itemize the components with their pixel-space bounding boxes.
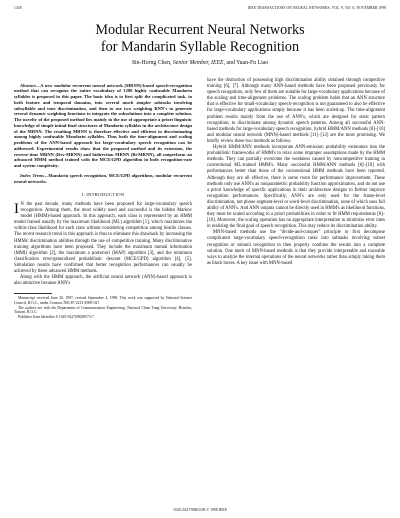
index-terms-text: Mandarin speech recognition, MCE/GPD algorithms, modular recurrent neural networks. bbox=[14, 173, 192, 185]
second-author: and Yuan-Fu Liao bbox=[226, 60, 269, 66]
footnote-affiliation: The authors are with the Department of Communication Engineering, National Chiao Tung University, Hsinchu, Taiwan, R.O.C. bbox=[14, 305, 192, 315]
index-terms bbox=[14, 173, 192, 185]
author-line bbox=[0, 60, 400, 66]
journal-name: IEEE TRANSACTIONS ON NEURAL NETWORKS, VOL. 9, NO. 6, NOVEMBER 1998 bbox=[247, 6, 386, 10]
abstract bbox=[14, 83, 192, 169]
footnote-received: Manuscript received June 20, 1997; revised September 4, 1998. This work was supported by National Science Council, R.O.C., under Contract NSC87-2213-E009-027. bbox=[14, 296, 192, 305]
author-role: Senior Member, IEEE, bbox=[172, 60, 226, 66]
section-heading-introduction: I. INTRODUCTION bbox=[81, 191, 125, 197]
footnote-publisher-id: Publisher Item Identifier S 1045-9227(98)08573-7. bbox=[18, 315, 95, 320]
page-number: 1438 bbox=[14, 6, 22, 10]
left-column bbox=[14, 78, 192, 320]
footnote-divider bbox=[14, 293, 52, 294]
author-name: Sin-Horng Chen, bbox=[131, 60, 172, 66]
copyright-footer: 1045–9227/98$10.00 © 1998 IEEE bbox=[173, 508, 227, 512]
paper-title bbox=[0, 22, 400, 55]
right-column bbox=[207, 78, 385, 267]
index-terms-label: Index Terms— bbox=[20, 173, 49, 179]
intro-paragraph-1 bbox=[14, 202, 192, 275]
abstract-label: Abstract— bbox=[20, 82, 41, 88]
intro-paragraph-2: Along with the HMM approach, the artificial neural network (ANN)-based approach is also attractive because ANN's bbox=[14, 275, 192, 287]
right-paragraph-1: have the distinction of possessing high discrimination ability obtained through competitive training [6], [7]. Although many ANN-based methods have been proposed previously for speech recognition, only few of them are suitable for large-vocabulary applications because of the scaling and time-alignment problems. The scaling problem holds that an ANN structure that is effective for small-vocabulary speech-recognition is not guaranteed to also be effective for large-vocabulary applications simply because it has been scaled-up. The time-alignment problem results mainly from the use of ANN's, which are designed for static pattern recognition, to discriminate among dynamic speech patterns. Among all successful ANN-based methods for large-vocabulary speech recognition, hybrid HMM/ANN methods [8]–[10] and modular neural network (MNN)-based methods [11]–[12] are the most promising. We briefly review these two methods as follows. bbox=[207, 78, 385, 144]
title-line-2: for Mandarin Syllable Recognition bbox=[100, 38, 300, 55]
right-paragraph-3: MNN-based methods use the "divide-and-conquer" principle to first decompose complicated large-vocabulary speech-recognition tasks into subtasks involving subset recognition or subunit recognition to then properly combine the results into a complete solution. One merit of MNN-based methods is that they provide interpretable and traceable ways to analyze the internal operations of the neural networks rather than simply taking them as black boxes. A key issue with MNN-based bbox=[207, 230, 385, 266]
right-paragraph-2: Hybrid HMM/ANN methods incorporate ANN-emission probability estimators into the probabilistic frameworks of HMM's to relax some improper assumptions made by the HMM methods. They can partially overcome the weakness caused by noncompetitive training in conventional ML-trained HMM's. Many successful HMM/ANN methods [8]–[10] with performances better than those of the conventional HMM methods have been reported. Although they are all effective, there is some room for performance improvement. These methods only use ANN's as nonparametric probability function approximators, and do not use a priori knowledge of specific applications in their architecture designs to further improve recognition performances. Specifically, ANN's are only used for the frame-level discrimination, not phone segment-level or word-level discrimination, none of which uses full ability of ANN's. And ANN outputs cannot be directly used in HMM's as likelihood functions, they must be scaled according to a priori probabilities in order to fit HMM requirements [8]–[10]. Moreover, the scaling operation has no appropriate interpretation to minimize error rates in realizing the final goal of speech recognition. This may reduce its discrimination ability. bbox=[207, 145, 385, 230]
drop-cap: I bbox=[14, 200, 19, 217]
title-line-1: Modular Recurrent Neural Networks bbox=[95, 22, 305, 38]
intro-paragraph-1-text: N the past decade, many methods have been proposed for large-vocabulary speech recognition. Among them, the most widely used and successful is the hidden Markov model (HMM)-based approach. In this approach, each class is represented by an HMM model trained usually by the maximum likelihood (ML) algorithm [1], which maximizes the within-class likelihood for each class without considering competition among hostile classes. The recent research trend in this approach is thus to eliminate this drawback by increasing the HMMs' discrimination abilities through the use of competitive training. Many discriminative training algorithms have been proposed. They include the maximum mutual information (MMI) algorithm [2], the maximum a posteriori (MAP) algorithm [3], and the minimum classification error/generalized probabilistic descent (MCE/GPD) algorithm [4], [5]. Simulation results have confirmed that better recognition performances can usually be achieved by these advanced HMM methods. bbox=[14, 201, 192, 274]
abstract-text: A new modular recurrent neural network (MRNN)-based speech-recognition method that can recognize the entire vocabulary of 1280 highly confusable Mandarin syllables is proposed in this paper. The basic idea is to first split the complicated task, in both feature and temporal domains, into several much simpler subtasks involving subsyllable and tone discrimination, and then to use two weighting RNN's to generate several dynamic weighting functions to integrate the subsolutions into a complete solution. The novelty of the proposed method lies mainly in the use of appropriate a priori linguistic knowledge of simple initial-final structures of Mandarin syllables in the architecture design of the MRNN. The resulting MRNN is therefore effective and efficient in discriminating among highly confusable Mandarin syllables. Thus both the time-alignment and scaling problems of the ANN-based approach for large-vocabulary speech recognition can be addressed. Experimental results show that the proposed method and its extension, the reverse-time MRNN (Rev-MRNN) and bidirection MRNN (Bi-MRNN), all outperform an advanced HMM method trained with the MCE/GPD algorithm in both recognition-rate and system complexity. bbox=[14, 82, 192, 169]
